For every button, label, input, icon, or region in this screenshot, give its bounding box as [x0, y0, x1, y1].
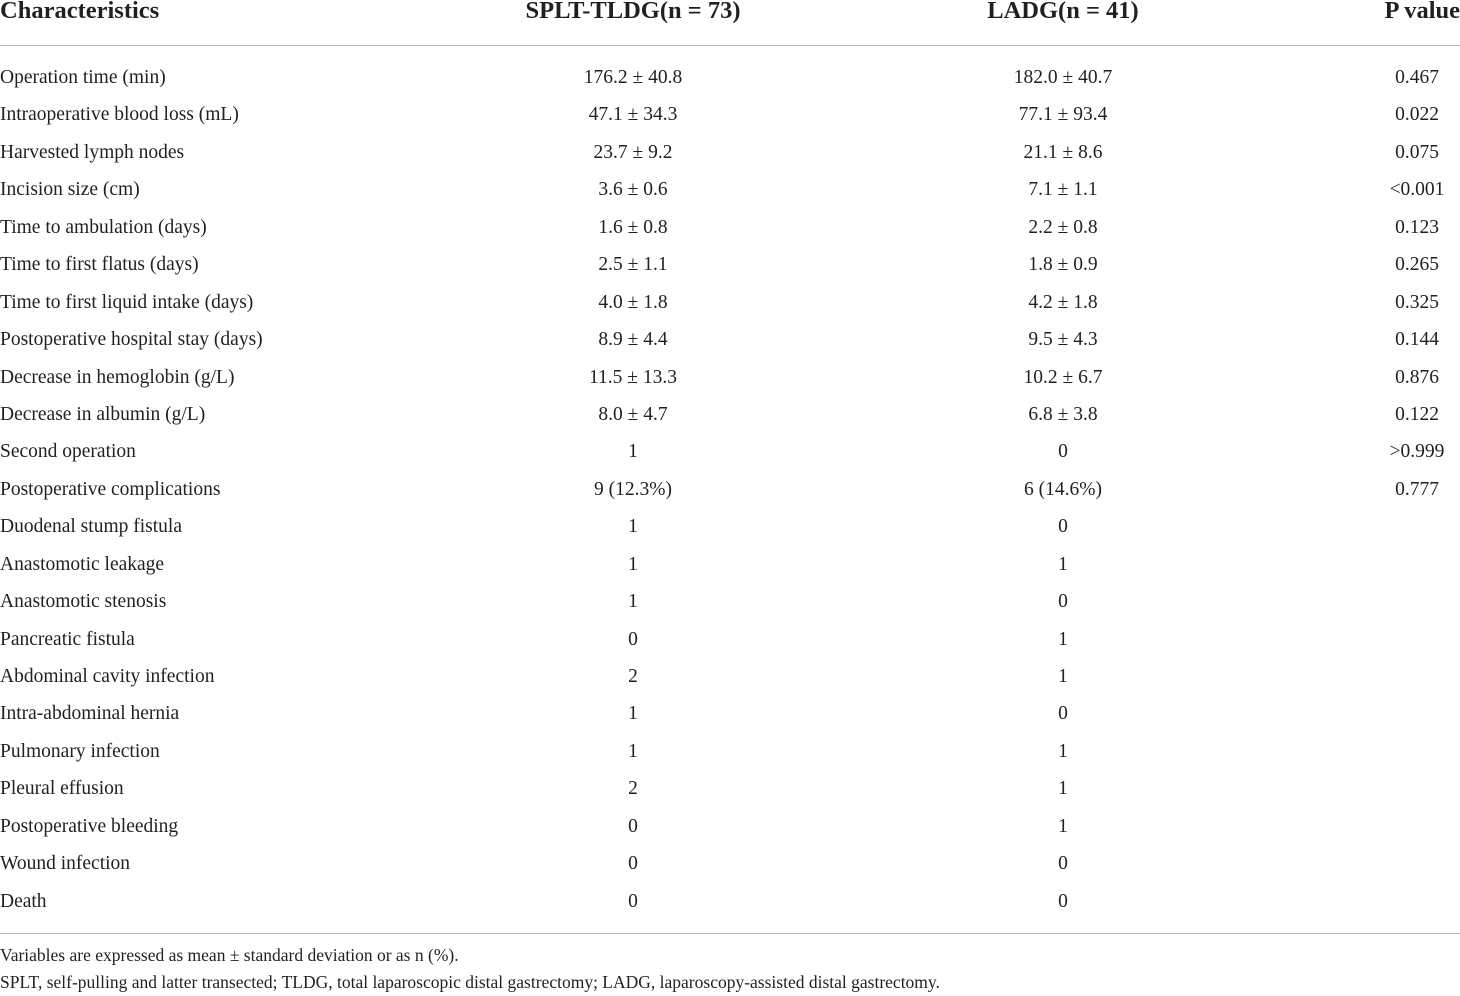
- table-header: [0, 0, 1460, 28]
- table-row: [0, 883, 1460, 920]
- row-p-value: 0.144: [1395, 329, 1439, 351]
- row-ladg-value: 4.2 ± 1.8: [1028, 291, 1098, 313]
- row-p-value: 0.123: [1395, 216, 1439, 238]
- row-label: Harvested lymph nodes: [0, 141, 185, 163]
- row-ladg-value: 7.1 ± 1.1: [1028, 179, 1098, 201]
- row-splt-tldg-value: 0: [628, 815, 638, 837]
- row-label: Decrease in hemoglobin (g/L): [0, 366, 235, 388]
- row-splt-tldg-value: 0: [628, 853, 638, 875]
- footnotes: [0, 942, 1460, 996]
- row-splt-tldg-value: 176.2 ± 40.8: [583, 67, 683, 88]
- row-p-value: >0.999: [1389, 441, 1445, 463]
- row-splt-tldg-value: 11.5 ± 13.3: [589, 366, 677, 388]
- row-label: Duodenal stump fistula: [0, 516, 182, 538]
- row-splt-tldg-value: 2: [628, 778, 638, 800]
- row-splt-tldg-value: 47.1 ± 34.3: [588, 104, 678, 126]
- row-ladg-value: 6.8 ± 3.8: [1028, 403, 1098, 425]
- table-row: [0, 695, 1460, 732]
- row-ladg-value: 1: [1058, 740, 1068, 762]
- row-splt-tldg-value: 3.6 ± 0.6: [598, 179, 668, 201]
- table-row: [0, 546, 1460, 583]
- table-row: [0, 284, 1460, 321]
- row-ladg-value: 0: [1058, 516, 1068, 538]
- row-label: Incision size (cm): [0, 179, 140, 201]
- row-label: Postoperative bleeding: [0, 815, 179, 837]
- table-row: [0, 770, 1460, 807]
- row-label: Anastomotic leakage: [0, 553, 165, 575]
- row-splt-tldg-value: 1: [628, 516, 638, 538]
- header-characteristics: Characteristics: [0, 0, 160, 24]
- row-label: Pleural effusion: [0, 778, 124, 800]
- row-label: Intraoperative blood loss (mL): [0, 104, 239, 126]
- header-splt-tldg: SPLT-TLDG(n = 73): [525, 0, 741, 24]
- table-row: [0, 96, 1460, 133]
- row-ladg-value: 0: [1058, 441, 1068, 463]
- row-label: Anastomotic stenosis: [0, 591, 167, 613]
- row-ladg-value: 0: [1058, 853, 1068, 875]
- row-splt-tldg-value: 1: [628, 740, 638, 762]
- table-row: [0, 471, 1460, 508]
- row-label: Decrease in albumin (g/L): [0, 403, 206, 425]
- row-ladg-value: 10.2 ± 6.7: [1023, 366, 1103, 388]
- table-row: [0, 658, 1460, 695]
- row-p-value: 0.467: [1395, 67, 1439, 88]
- table-row: [0, 209, 1460, 246]
- table-row: [0, 134, 1460, 171]
- row-splt-tldg-value: 1: [628, 591, 638, 613]
- table-row: [0, 733, 1460, 770]
- row-ladg-value: 1: [1058, 553, 1068, 575]
- row-splt-tldg-value: 23.7 ± 9.2: [593, 141, 673, 163]
- row-splt-tldg-value: 2: [628, 666, 638, 687]
- table-row: [0, 621, 1460, 658]
- row-splt-tldg-value: 1: [628, 441, 638, 463]
- row-p-value: 0.122: [1395, 403, 1439, 425]
- row-splt-tldg-value: 8.0 ± 4.7: [598, 403, 668, 425]
- row-label: Abdominal cavity infection: [0, 666, 215, 687]
- row-ladg-value: 1: [1058, 815, 1068, 837]
- row-label: Intra-abdominal hernia: [0, 703, 180, 725]
- footnote: Variables are expressed as mean ± standard deviation or as n (%).: [0, 945, 459, 965]
- row-label: Wound infection: [0, 853, 131, 875]
- row-splt-tldg-value: 1.6 ± 0.8: [598, 216, 668, 238]
- row-label: Postoperative complications: [0, 478, 221, 500]
- table-row: [0, 508, 1460, 545]
- table-row: [0, 845, 1460, 882]
- footnote: SPLT, self-pulling and latter transected; TLDG, total laparoscopic distal gastrectomy; LADG, laparoscopy-assisted distal gastrectomy.: [0, 972, 940, 992]
- table-row: [0, 583, 1460, 620]
- row-ladg-value: 1: [1058, 666, 1068, 687]
- row-ladg-value: 182.0 ± 40.7: [1013, 67, 1113, 88]
- row-label: Death: [0, 890, 47, 912]
- row-splt-tldg-value: 0: [628, 628, 638, 650]
- row-p-value: <0.001: [1389, 179, 1445, 201]
- row-ladg-value: 21.1 ± 8.6: [1023, 141, 1103, 163]
- row-p-value: 0.022: [1395, 104, 1439, 126]
- row-splt-tldg-value: 1: [628, 703, 638, 725]
- row-ladg-value: 2.2 ± 0.8: [1028, 216, 1098, 238]
- row-p-value: 0.265: [1395, 254, 1439, 276]
- header-p-value: P value: [1384, 0, 1460, 24]
- row-ladg-value: 1.8 ± 0.9: [1028, 254, 1098, 276]
- table-row: [0, 59, 1460, 96]
- row-label: Time to first flatus (days): [0, 254, 199, 276]
- header-ladg: LADG(n = 41): [987, 0, 1139, 24]
- table-row: [0, 359, 1460, 396]
- row-p-value: 0.325: [1395, 291, 1439, 313]
- row-ladg-value: 1: [1058, 628, 1068, 650]
- row-label: Pulmonary infection: [0, 740, 160, 762]
- row-label: Time to first liquid intake (days): [0, 291, 254, 313]
- row-p-value: 0.075: [1395, 141, 1439, 163]
- row-label: Time to ambulation (days): [0, 216, 207, 238]
- row-label: Operation time (min): [0, 67, 166, 88]
- row-splt-tldg-value: 1: [628, 553, 638, 575]
- row-ladg-value: 1: [1058, 778, 1068, 800]
- row-ladg-value: 6 (14.6%): [1024, 478, 1102, 500]
- row-ladg-value: 0: [1058, 890, 1068, 912]
- table-row: [0, 246, 1460, 283]
- table-body: [0, 59, 1460, 920]
- row-ladg-value: 9.5 ± 4.3: [1028, 329, 1098, 351]
- table-row: [0, 321, 1460, 358]
- row-splt-tldg-value: 8.9 ± 4.4: [598, 329, 668, 351]
- header-divider: [0, 45, 1460, 46]
- row-ladg-value: 0: [1058, 703, 1068, 725]
- row-p-value: 0.876: [1395, 366, 1439, 388]
- row-label: Second operation: [0, 441, 136, 463]
- table-row: [0, 433, 1460, 470]
- table-row: [0, 396, 1460, 433]
- table-row: [0, 171, 1460, 208]
- row-ladg-value: 0: [1058, 591, 1068, 613]
- row-splt-tldg-value: 4.0 ± 1.8: [598, 291, 668, 313]
- table-row: [0, 808, 1460, 845]
- row-splt-tldg-value: 9 (12.3%): [594, 478, 672, 500]
- footer-divider: [0, 933, 1460, 934]
- row-label: Pancreatic fistula: [0, 628, 135, 650]
- row-p-value: 0.777: [1395, 478, 1439, 500]
- row-splt-tldg-value: 2.5 ± 1.1: [598, 254, 668, 276]
- row-label: Postoperative hospital stay (days): [0, 329, 263, 351]
- row-ladg-value: 77.1 ± 93.4: [1018, 104, 1108, 126]
- row-splt-tldg-value: 0: [628, 890, 638, 912]
